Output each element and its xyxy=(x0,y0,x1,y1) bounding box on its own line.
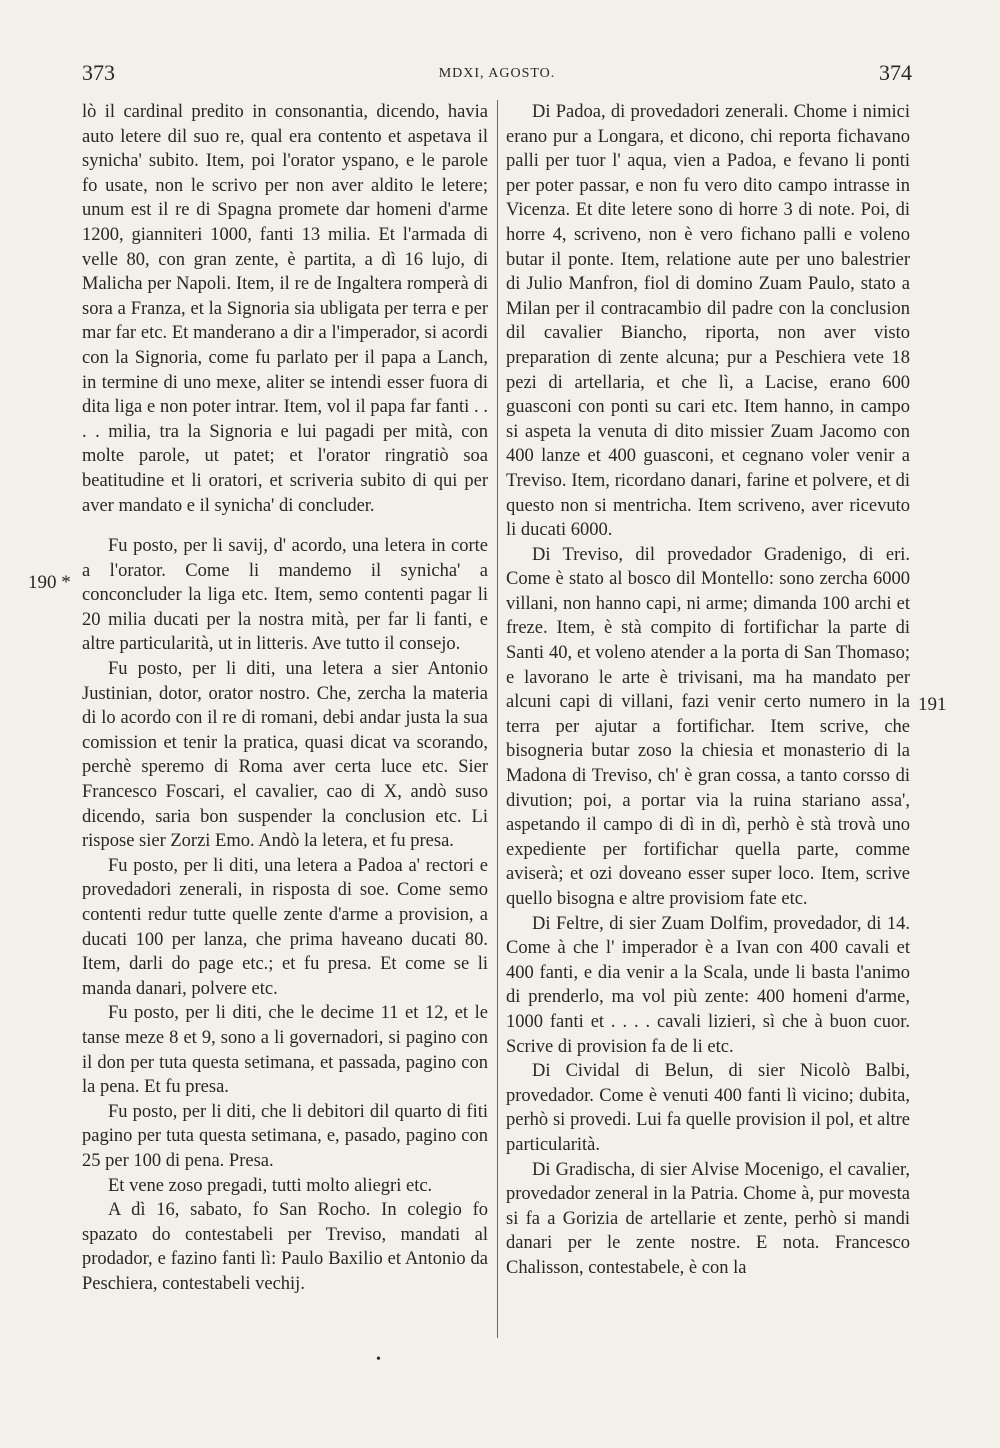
paragraph: lò il cardinal predito in consonantia, dicendo, havia auto letere dil suo re, qual era contento et aspetava il synicha' subito. Item, poi l'orator yspano, e le parole fo usate, non le scrivo per non aver aldito le letere; unum est il re di Spagna promete dar homeni d'arme 1200, gianniteri 1000, fanti 13 milia. Et l'armada di velle 80, con gran zente, è partita, a dì 16 lujo, di Malicha per Napoli. Item, il re de Ingaltera romperà di sora a Franza, et la Signoria sia ubligata per terra e per mar far etc. Et manderano a dir a l'imperador, si acordi con la Signoria, come fu parlato per il papa a Lanch, in termine di uno mexe, aliter se intendi esser fuora di dita liga e non poter intrar. Item, vol il papa far fanti . . . . milia, tra la Signoria e lui pagadi per mità, con molte parole, ut patet; et l'orator ringratiò soa beatitudine et li oratori, et scriveria subito di qui per aver mandato e il synicha' di concluder. xyxy=(82,102,488,516)
right-column xyxy=(506,100,910,1281)
paragraph: Di Gradischa, di sier Alvise Mocenigo, el cavalier, provedador zeneral in la Patria. Chome à, pur movesta si fa a Gorizia de artellarie et zente, perhò si mandi danari per le zente nostre. E nota. Francesco Chalisson, contestabele, è con la xyxy=(506,1159,910,1278)
page-number-right: 374 xyxy=(879,60,912,85)
paragraph: Fu posto, per li savij, d' acordo, una letera in corte a l'orator. Come li mandemo il synicha' a conconcluder la liga etc. Item, semo contenti pagar li 20 milia ducati per la nostra mità, per far li fanti, e altre particularità, ut in litteris. Ave tutto il consejo. xyxy=(82,536,488,655)
paragraph: Di Feltre, di sier Zuam Dolfim, provedador, di 14. Come à che l' imperador è a Ivan con 400 cavali et 400 fanti, e dia venir a la Scala, unde li basta l'animo di prenderlo, ma vol più zente: 400 homeni d'arme, 1000 fanti et . . . . cavali lizieri, sì che à buon cuor. Scrive di provision fa de li etc. xyxy=(506,913,910,1057)
margin-folio-right: 191 xyxy=(918,694,947,715)
paragraph: Et vene zoso pregadi, tutti molto aliegri etc. xyxy=(108,1175,433,1196)
page-number-left: 373 xyxy=(82,60,115,85)
margin-folio-left: 190 * xyxy=(28,572,71,593)
paragraph: A dì 16, sabato, fo San Rocho. In colegio fo spazato do contestabeli per Treviso, mandati al prodador, e fazino fanti lì: Paulo Baxilio et Antonio da Peschiera, contestabeli vechij. xyxy=(82,1200,488,1294)
column-divider xyxy=(497,100,498,1338)
running-header xyxy=(82,60,912,88)
paragraph: Fu posto, per li diti, una letera a sier Antonio Justinian, dotor, orator nostro. Che, zercha la materia di lo acordo con il re di romani, debi andar justa la sua comission et tenir la pratica, quasi dicat va scorando, perchè speremo di Roma aver certa luce etc. Sier Francesco Foscari, el cavalier, cao di X, andò suso dicendo, saria bon suspender la conclusion etc. Li rispose sier Zorzi Emo. Andò la letera, et fu presa. xyxy=(82,659,488,852)
paragraph: Di Treviso, dil provedador Gradenigo, di eri. Come è stato al bosco dil Montello: sono zercha 6000 villani, non hanno capi, ni arme; dimanda 100 archi et freze. Item, è stà compito di fortifichar la parte di Santi 40, et voleno atender a la porta di San Thomaso; e lavorano le arte è trivisani, ma ha mandato per alcuni capi di villani, fazi venir certo numero in la terra per ajutar a fortifichar. Item scrive, che bisogneria butar zoso la chiesia et monasterio di la Madona di Treviso, ch' è gran cossa, a tanto corsso di divution; poi, a portar via la ruina stariano assa', aspetando il campo di dì in dì, perhò è stà trovà uno expediente per fortifichar quella parte, comme aviserà; et ozi doveano esser super loco. Item, scrive quello bisogna e altre provisiom fate etc. xyxy=(506,544,910,909)
paragraph: Fu posto, per li diti, che le decime 11 et 12, et le tanse meze 8 et 9, sono a li governadori, si pagino con il don per tuta questa setimana, et passada, pagino con la pena. Et fu presa. xyxy=(82,1003,488,1098)
paragraph: Fu posto, per li diti, una letera a Padoa a' rectori e provedadori zenerali, in risposta di soe. Come semo contenti redur tutte quelle zente d'arme a provision, a ducati 100 per lanza, che prima haveano ducati 80. Item, darli do page etc.; et fu presa. Et come se li manda danari, polvere etc. xyxy=(82,855,488,999)
left-column xyxy=(82,100,488,1297)
paragraph: Fu posto, per li diti, che li debitori dil quarto di fiti pagino per tuta questa setimana, e, pasado, pagino con 25 per 100 di pena. Presa. xyxy=(82,1101,488,1171)
paragraph: Di Padoa, di provedadori zenerali. Chome i nimici erano pur a Longara, et dicono, chi reporta fichavano palli per tuor l' aqua, vien a Padoa, e fevano li ponti per poter passar, e non fu vero dito campo intrasse in Vicenza. Et dite letere sono di horre 3 di note. Poi, di horre 4, scriveno, non è vero fichano palli e voleno butar il ponte. Item, relatione aute per uno balestrier di Julio Manfron, fiol di domino Zuam Paulo, stato a Milan per il contracambio dil padre con la conclusion dil cavalier Biancho, riporta, non aver visto preparation di zente alcuna; pur a Peschiera vete 18 pezi di artellaria, et che lì, a Lacise, erano 600 guasconi con ponti su cari etc. Item hanno, in campo si aspeta la venuta di dito missier Zuam Jacomo con 400 lanze et 400 guasconi, et cegnano voler venir a Treviso. Item, ricordano danari, farine et polvere, et di questo non si mentricha. Item scriveno, aver ricevuto li ducati 6000. xyxy=(506,102,910,541)
paragraph: Di Cividal di Belun, di sier Nicolò Balbi, provedador. Come è venuti 400 fanti lì vicino; dubita, perhò si provedi. Lui fa quelle provision il pol, et altre particularità. xyxy=(506,1061,910,1155)
running-title: MDXI, AGOSTO. xyxy=(438,66,556,81)
footer-mark: • xyxy=(376,1352,381,1367)
